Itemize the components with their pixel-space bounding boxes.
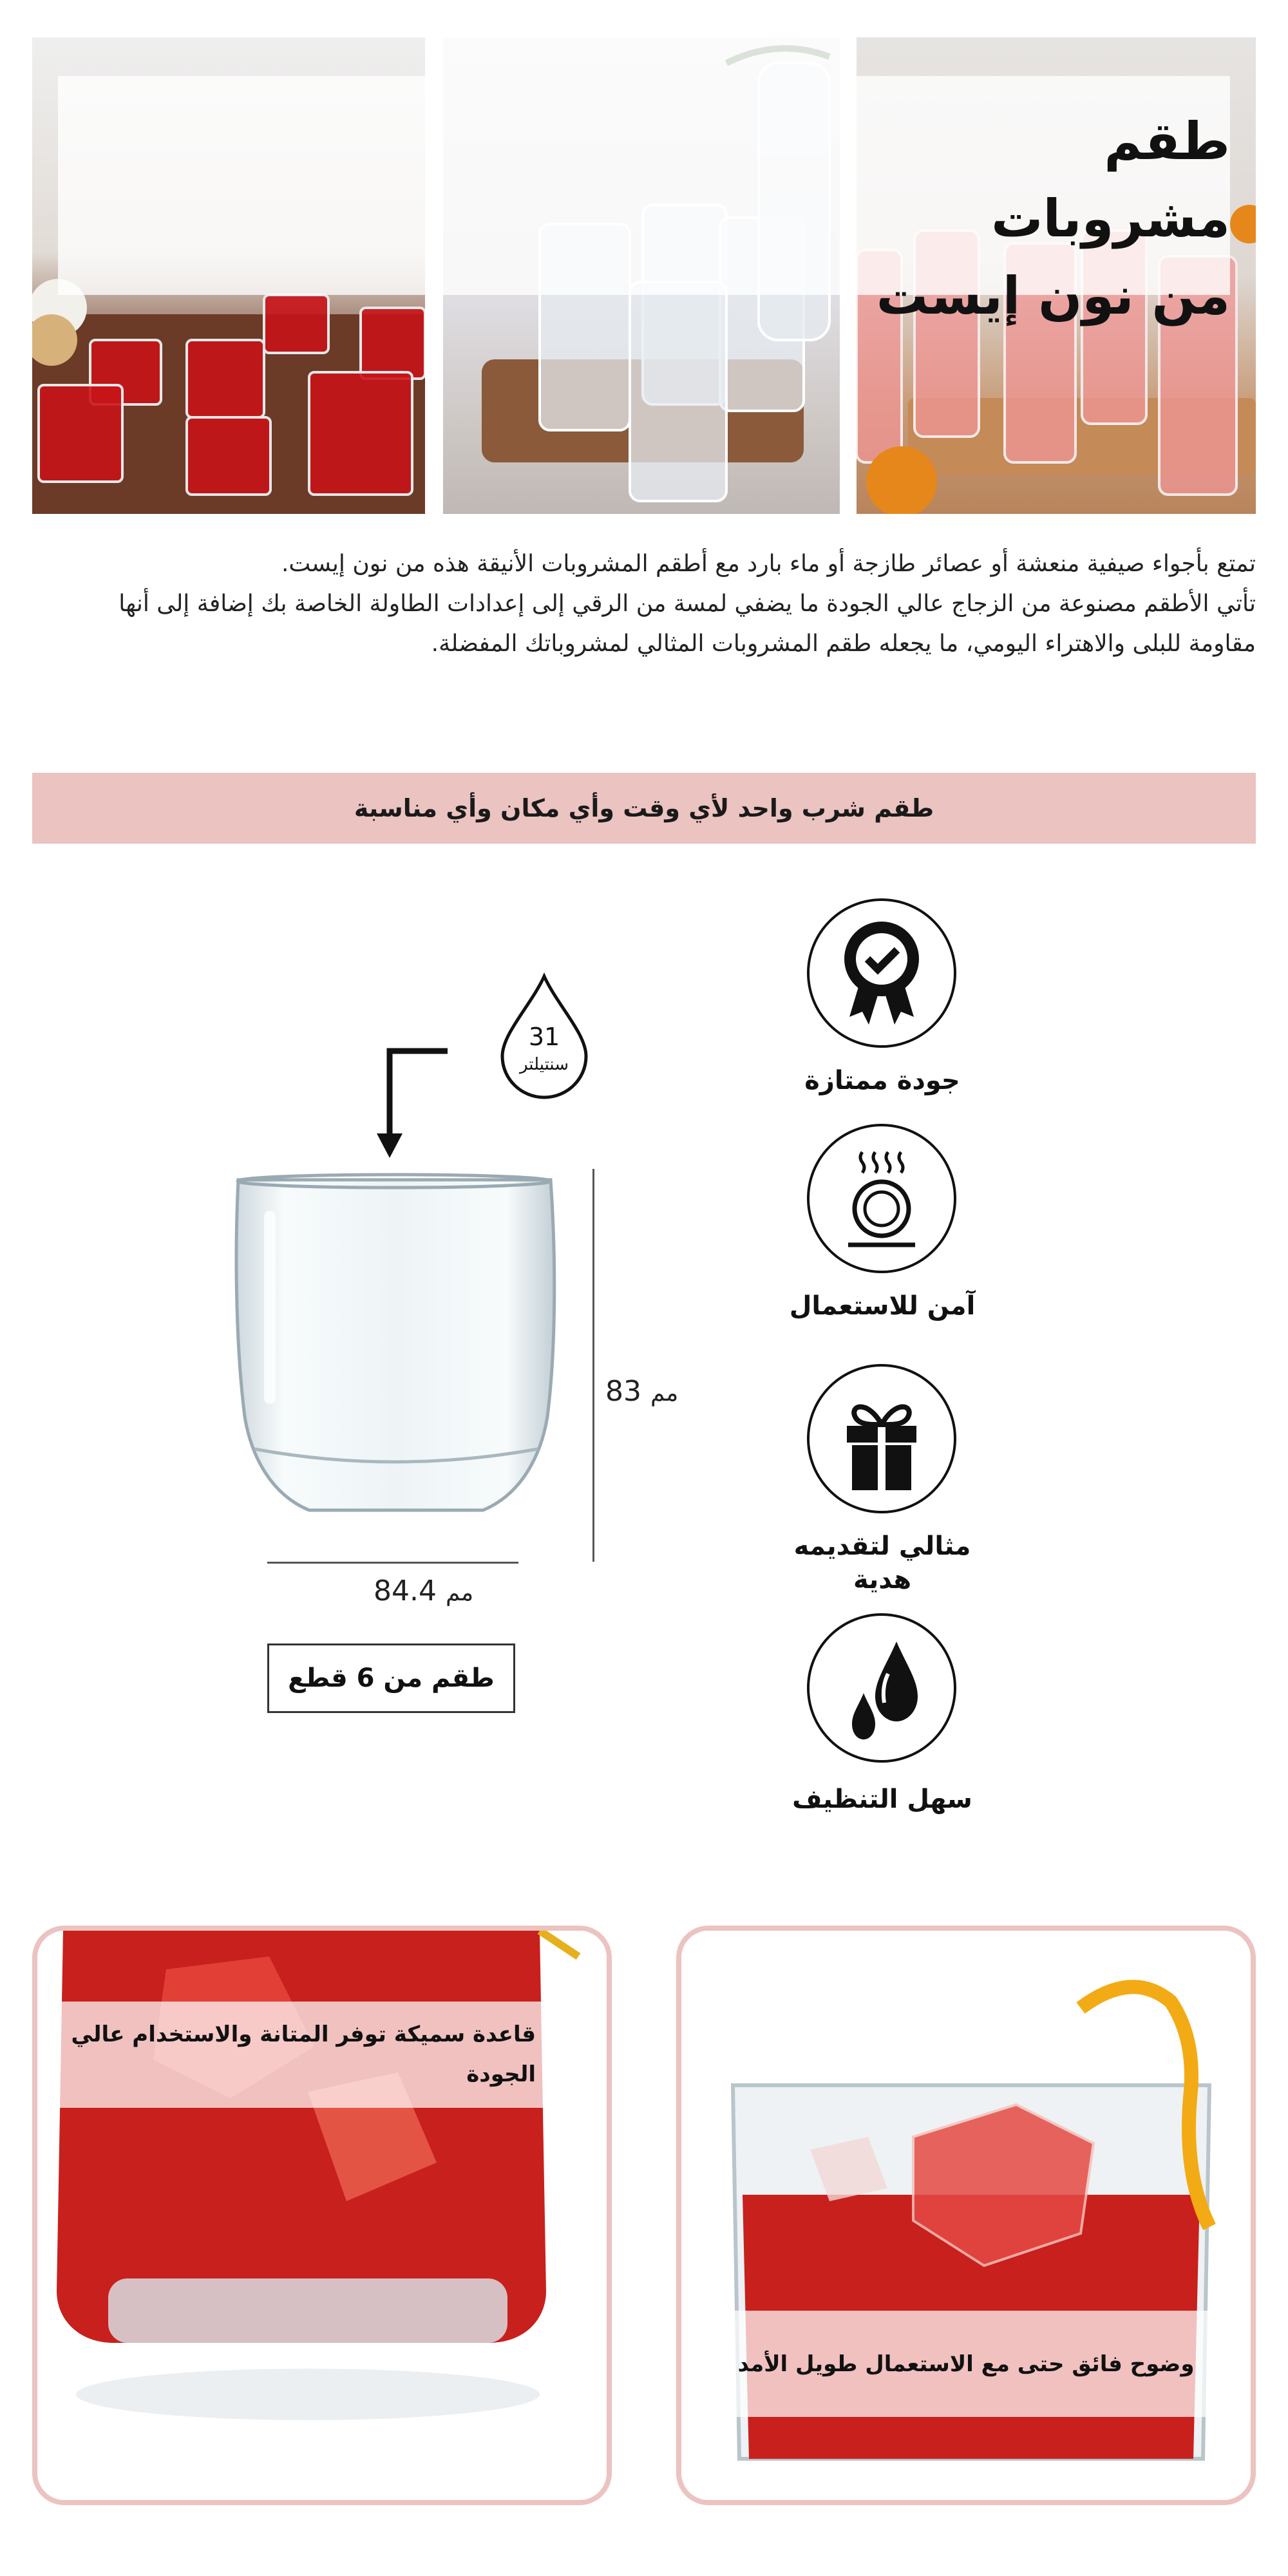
- gift-icon: [807, 1364, 956, 1513]
- width-dimension: [374, 1575, 473, 1607]
- set-size-label: [267, 1643, 515, 1713]
- hero-title-line1: طقم مشروبات: [991, 111, 1230, 249]
- tagline-banner: [32, 773, 1256, 844]
- card-caption-clarity: [681, 2311, 1251, 2417]
- feature-card-clarity: [676, 1926, 1256, 2505]
- card-caption-thick-base: [37, 2002, 607, 2108]
- water-drops-glyph: [810, 1616, 954, 1760]
- water-drops-icon: [807, 1613, 956, 1763]
- dishwasher-glyph: [810, 1126, 954, 1271]
- height-dimension-line: [592, 1169, 594, 1562]
- hero-title: [869, 103, 1230, 335]
- width-unit: مم: [445, 1580, 474, 1606]
- card-caption-thick-base-line1: قاعدة سميكة توفر المتانة والاستخدام عالي: [71, 2022, 536, 2047]
- set-size-text: طقم من 6 قطع: [288, 1663, 495, 1693]
- capacity-value: 31: [528, 1023, 560, 1051]
- feature-label-gift-line1: مثالي لتقديمه: [793, 1531, 971, 1561]
- description-paragraph-2: تأتي الأطقم مصنوعة من الزجاج عالي الجودة ما يضفي لمسة من الرقي إلى إعدادات الطاولة الخاصة بك إضافة إلى أنها مقاومة للبلى والاهتراء اليومي، ما يجعله طقم المشروبات المثالي لمشروباتك المفضلة.: [118, 591, 1256, 657]
- tumbler-glass-image: [225, 1172, 573, 1533]
- down-arrow-icon: [361, 1043, 451, 1159]
- product-description: [52, 544, 1256, 664]
- height-dimension: [605, 1375, 678, 1408]
- feature-card-thick-base: [32, 1926, 612, 2505]
- feature-label-safe: آمن للاستعمال: [789, 1291, 976, 1321]
- gift-glyph: [810, 1367, 954, 1511]
- dishwasher-safe-icon: [807, 1124, 956, 1273]
- hero-photo-water-glasses: [443, 37, 840, 514]
- card-caption-thick-base-line2: الجودة: [466, 2061, 536, 2087]
- width-dimension-line: [267, 1562, 518, 1564]
- height-value: 83: [605, 1375, 641, 1408]
- award-ribbon-icon: [807, 898, 956, 1048]
- feature-label-easy-clean: سهل التنظيف: [792, 1785, 972, 1814]
- hero-title-line2: من نون إيست: [876, 266, 1230, 326]
- hero-photo-red-drinks: [32, 37, 425, 514]
- feature-label-gift-line2: هدية: [853, 1565, 912, 1595]
- capacity-unit: سنتيلتر: [519, 1055, 569, 1074]
- award-ribbon-glyph: [810, 901, 954, 1045]
- feature-label-gift: [773, 1530, 992, 1596]
- card-caption-clarity-text: وضوح فائق حتى مع الاستعمال طويل الأمد: [737, 2351, 1195, 2377]
- tagline-text: طقم شرب واحد لأي وقت وأي مكان وأي مناسبة: [354, 794, 934, 822]
- width-value: 84.4: [374, 1575, 437, 1607]
- height-unit: مم: [650, 1380, 679, 1406]
- description-paragraph-1: تمتع بأجواء صيفية منعشة أو عصائر طازجة أو ماء بارد مع أطقم المشروبات الأنيقة هذه من نون إيست.: [281, 551, 1256, 577]
- capacity-drop: [496, 972, 592, 1101]
- feature-label-quality: جودة ممتازة: [804, 1066, 960, 1095]
